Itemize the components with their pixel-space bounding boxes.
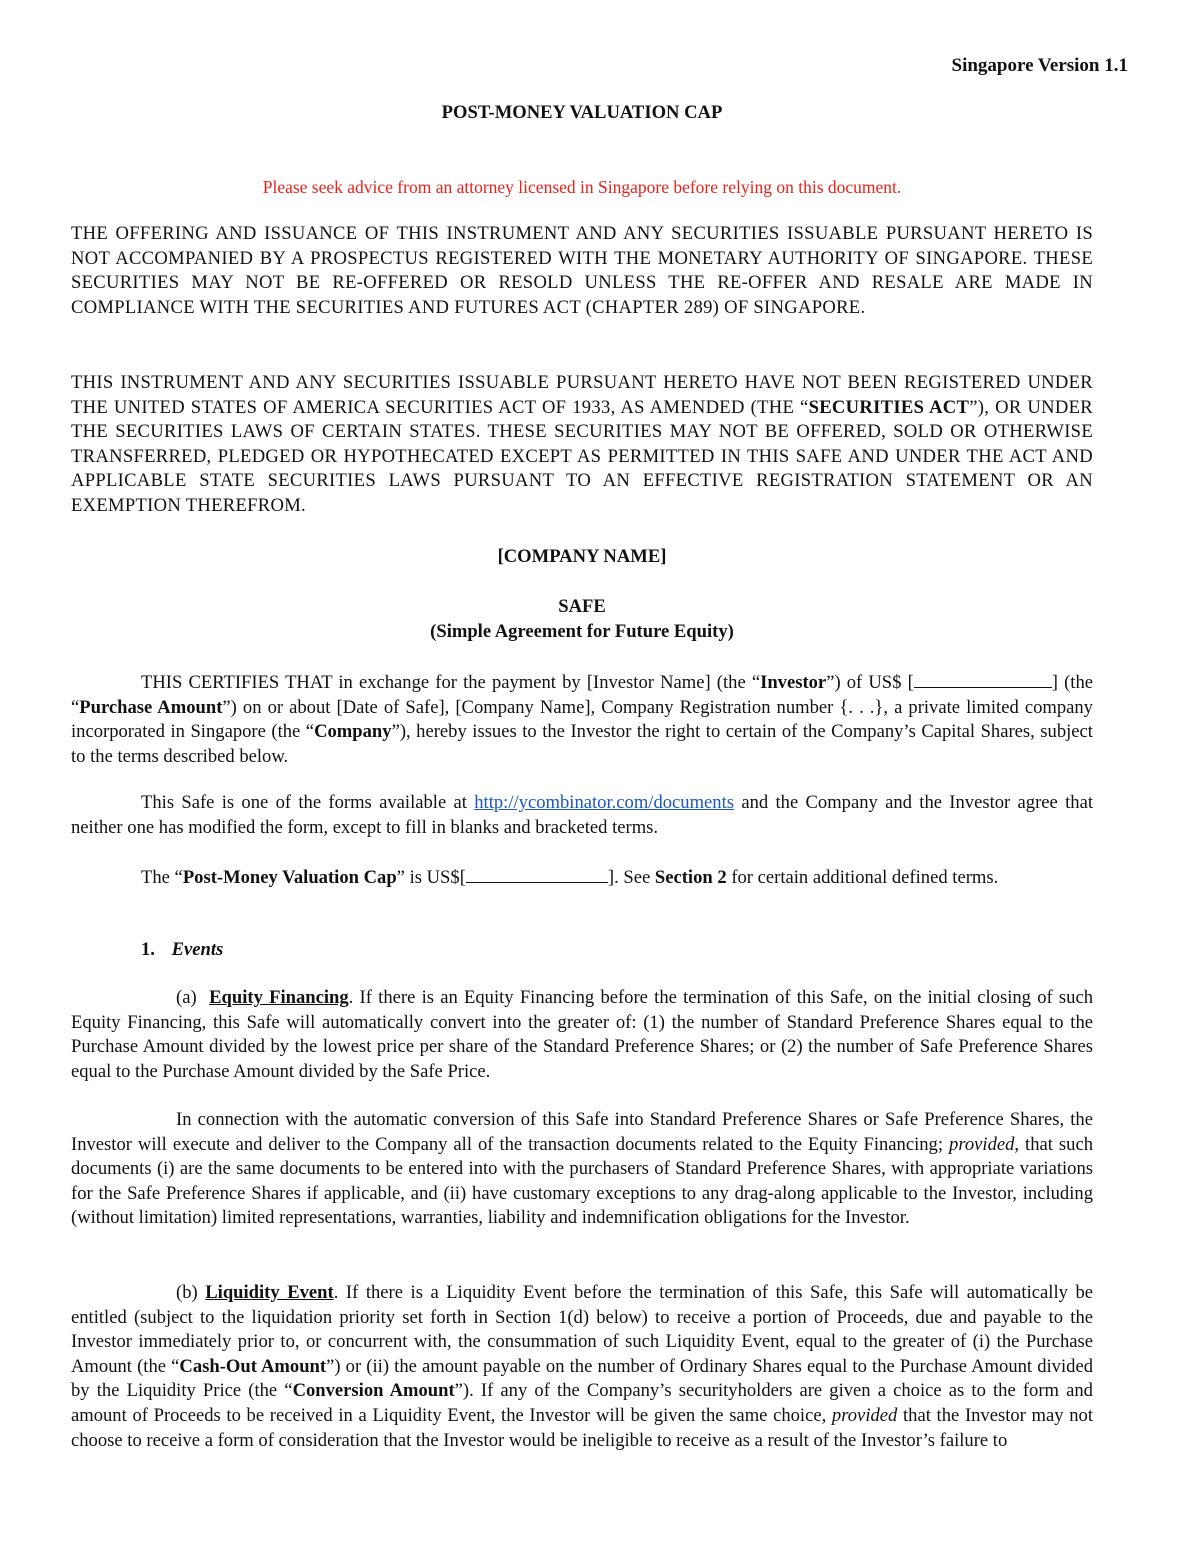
liquidity-event-paragraph xyxy=(71,1281,1093,1453)
liquidity-label: (b) xyxy=(176,1282,198,1303)
certifies-text-1: THIS CERTIFIES THAT in exchange for the payment by [Investor Name] (the “ xyxy=(141,672,761,693)
equity-financing-heading: Equity Financing xyxy=(209,987,349,1008)
certifies-text-3: ] (the “ xyxy=(71,672,1093,718)
section-1-title: Events xyxy=(171,939,224,960)
purchase-amount-blank[interactable] xyxy=(914,669,1052,688)
document-title: POST-MONEY VALUATION CAP xyxy=(441,102,723,123)
liquidity-text-2: ”) or (ii) the amount payable on the number of Ordinary Shares equal to the Purchase Amount divided by the Liquidity Price (the “ xyxy=(71,1355,1093,1402)
legend-us-securities xyxy=(71,371,1093,519)
attorney-advice-notice: Please seek advice from an attorney licensed in Singapore before relying on this document. xyxy=(262,177,902,197)
liquidity-text-4: that the Investor may not choose to receive a form of consideration that the Investor would be ineligible to receive as a result of the Investor’s failure to xyxy=(71,1404,1093,1451)
liquidity-provided: provided xyxy=(831,1404,898,1426)
safe-subtitle: (Simple Agreement for Future Equity) xyxy=(430,621,734,642)
forms-text-1: This Safe is one of the forms available at xyxy=(141,792,475,813)
securities-act-term: SECURITIES ACT xyxy=(808,396,970,418)
certifies-paragraph xyxy=(71,669,1093,769)
legend-us-part2: ”), OR UNDER THE SECURITIES LAWS OF CERTAIN STATES. THESE SECURITIES MAY NOT BE OFFERED, SOLD OR OTHERWISE TRANSFERRED, PLEDGED OR HYPOTHECATED EXCEPT AS PERMITTED IN THIS SAFE AND UNDER THE ACT AND APPLICABLE STATE SECURITIES LAWS PURSUANT TO AN EFFECTIVE REGISTRATION STATEMENT OR AN EXEMPTION THEREFROM. xyxy=(71,396,1093,516)
valuation-cap-paragraph xyxy=(71,864,1093,891)
safe-title: SAFE xyxy=(558,596,606,617)
cap-text-1: The “ xyxy=(141,867,183,888)
certifies-text-2: ”) of US$ [ xyxy=(826,672,914,693)
forms-text-2: and the Company and the Investor agree that neither one has modified the form, except to fill in blanks and bracketed terms. xyxy=(71,792,1093,838)
liquidity-text-1: . If there is a Liquidity Event before the termination of this Safe, this Safe will automatically be entitled (subject to the liquidation priority set forth in Section 1(d) below) to receive a portion of Proceeds, due and payable to the Investor immediately prior to, or concurrent with, the consummation of such Liquidity Event, equal to the greater of (i) the Purchase Amount (the “ xyxy=(71,1282,1094,1377)
cap-text-2: ” is US$[ xyxy=(396,867,466,888)
certifies-text-4: ”) on or about [Date of Safe], [Company Name], Company Registration number {. . .}, a private limited company incorporated in Singapore (the “ xyxy=(71,696,1093,743)
forms-paragraph xyxy=(71,791,1093,840)
section-2-ref: Section 2 xyxy=(654,867,727,888)
cash-out-amount-term: Cash-Out Amount xyxy=(179,1355,327,1377)
liquidity-event-heading: Liquidity Event xyxy=(205,1282,334,1303)
valuation-cap-blank[interactable] xyxy=(466,864,608,883)
legend-singapore: THE OFFERING AND ISSUANCE OF THIS INSTRUMENT AND ANY SECURITIES ISSUABLE PURSUANT HERETO IS NOT ACCOMPANIED BY A PROSPECTUS REGISTERED WITH THE MONETARY AUTHORITY OF SINGAPORE. THESE SECURITIES MAY NOT BE RE-OFFERED OR RESOLD UNLESS THE RE-OFFER AND RESALE ARE MADE IN COMPLIANCE WITH THE SECURITIES AND FUTURES ACT (CHAPTER 289) OF SINGAPORE. xyxy=(71,223,1093,318)
investor-term: Investor xyxy=(760,672,827,693)
company-name: [COMPANY NAME] xyxy=(497,546,667,567)
cap-text-3: ]. See xyxy=(607,867,655,888)
equity-label: (a) xyxy=(176,987,197,1008)
conversion-text-1: In connection with the automatic conversion of this Safe into Standard Preference Shares or Safe Preference Shares, the Investor will execute and deliver to the Company all of the transaction documents related to the Equity Financing; xyxy=(71,1109,1093,1155)
conversion-text-2: , that such documents (i) are the same documents to be entered into with the purchasers of Standard Preference Shares, with appropriate variations for the Safe Preference Shares if applicable, and (ii) have customary exceptions to any drag-along applicable to the Investor, including (without limitation) limited representations, warranties, liability and indemnification obligations for the Investor. xyxy=(71,1133,1093,1229)
section-1-heading xyxy=(141,938,223,963)
company-term: Company xyxy=(314,721,392,743)
equity-financing-paragraph xyxy=(71,986,1093,1084)
section-1-number: 1. xyxy=(141,939,155,960)
conversion-paragraph xyxy=(71,1108,1093,1231)
liquidity-text-3: ”). If any of the Company’s securityholders are given a choice as to the form and amount of Proceeds to be received in a Liquidity Event, the Investor will be given the same choice, xyxy=(71,1380,1093,1426)
legend-us-part1: THIS INSTRUMENT AND ANY SECURITIES ISSUABLE PURSUANT HERETO HAVE NOT BEEN REGISTERED UNDER THE UNITED STATES OF AMERICA SECURITIES ACT OF 1933, AS AMENDED (THE “ xyxy=(71,372,1093,418)
valuation-cap-term: Post-Money Valuation Cap xyxy=(182,867,397,888)
version-label: Singapore Version 1.1 xyxy=(951,55,1128,76)
conversion-provided: provided xyxy=(949,1133,1015,1155)
cap-text-4: for certain additional defined terms. xyxy=(726,867,999,888)
certifies-text-5: ”), hereby issues to the Investor the right to certain of the Company’s Capital Shares, subject to the terms described below. xyxy=(71,721,1093,767)
ycombinator-documents-link[interactable]: http://ycombinator.com/documents xyxy=(474,792,735,813)
purchase-amount-term: Purchase Amount xyxy=(79,696,223,718)
equity-financing-text: . If there is an Equity Financing before the termination of this Safe, on the initial closing of such Equity Financing, this Safe will automatically convert into the greater of: (1) the number of Standard Preference Shares equal to the Purchase Amount divided by the lowest price per share of the Standard Preference Shares; or (2) the number of Safe Preference Shares equal to the Purchase Amount divided by the Safe Price. xyxy=(71,987,1094,1082)
conversion-amount-term: Conversion Amount xyxy=(292,1380,455,1402)
